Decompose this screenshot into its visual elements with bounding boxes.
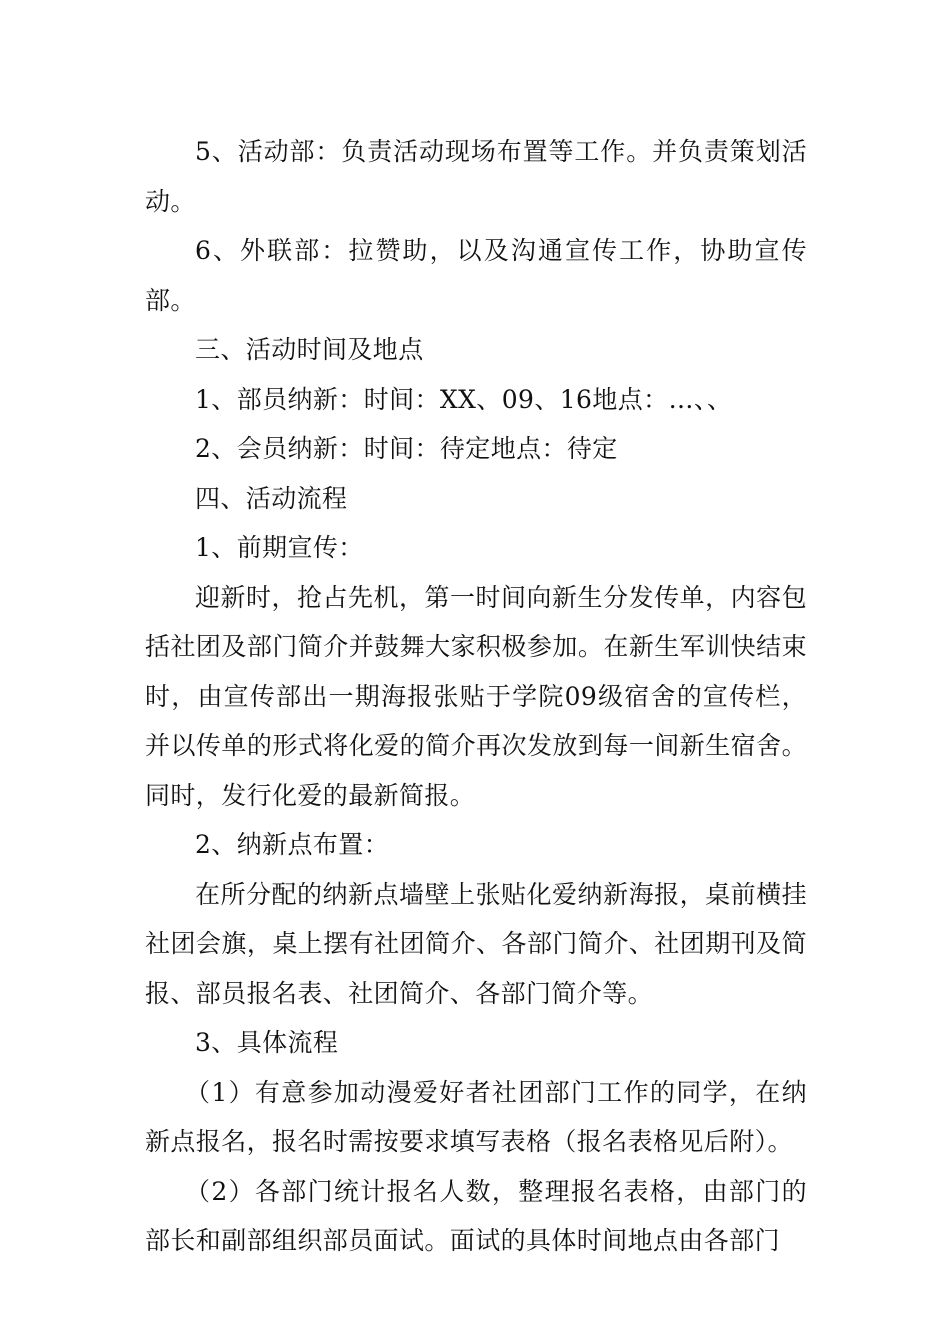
subheading-early-publicity: 1、前期宣传： [195,533,364,562]
paragraph-activity-dept: 5、活动部：负责活动现场布置等工作。并负责策划活动。 [145,137,807,216]
paragraph-process-step-2: （2）各部门统计报名人数，整理报名表格，由部门的部长和副部组织部员面试。面试的具体时间地点由各部门 [145,1176,807,1255]
paragraph-process-step-1: （1）有意参加动漫爱好者社团部门工作的同学，在纳新点报名，报名时需按要求填写表格（报名表格见后附）。 [145,1077,807,1156]
paragraph-booth-setup: 在所分配的纳新点墙壁上张贴化爱纳新海报，桌前横挂社团会旗，桌上摆有社团简介、各部门简介、社团期刊及简报、部员报名表、社团简介、各部门简介等。 [145,879,807,1008]
heading-activity-process: 四、活动流程 [195,483,348,513]
paragraph-early-publicity: 迎新时，抢占先机，第一时间向新生分发传单，内容包括社团及部门简介并鼓舞大家积极参加。在新生军训快结束时，由宣传部出一期海报张贴于学院09级宿舍的宣传栏，并以传单的形式将化爱的简介再次发放到每一间新生宿舍。同时，发行化爱的最新简报。 [145,582,807,810]
subheading-booth-setup: 2、纳新点布置： [195,830,390,859]
paragraph-general-recruit-time: 2、会员纳新：时间：待定地点：待定 [195,434,618,463]
paragraph-outreach-dept: 6、外联部：拉赞助，以及沟通宣传工作，协助宣传部。 [145,236,807,315]
subheading-specific-process: 3、具体流程 [195,1028,339,1057]
heading-time-location: 三、活动时间及地点 [195,335,424,364]
document-body [145,127,807,1266]
paragraph-member-recruit-time: 1、部员纳新：时间：XX、09、16地点：…、、 [195,384,733,414]
